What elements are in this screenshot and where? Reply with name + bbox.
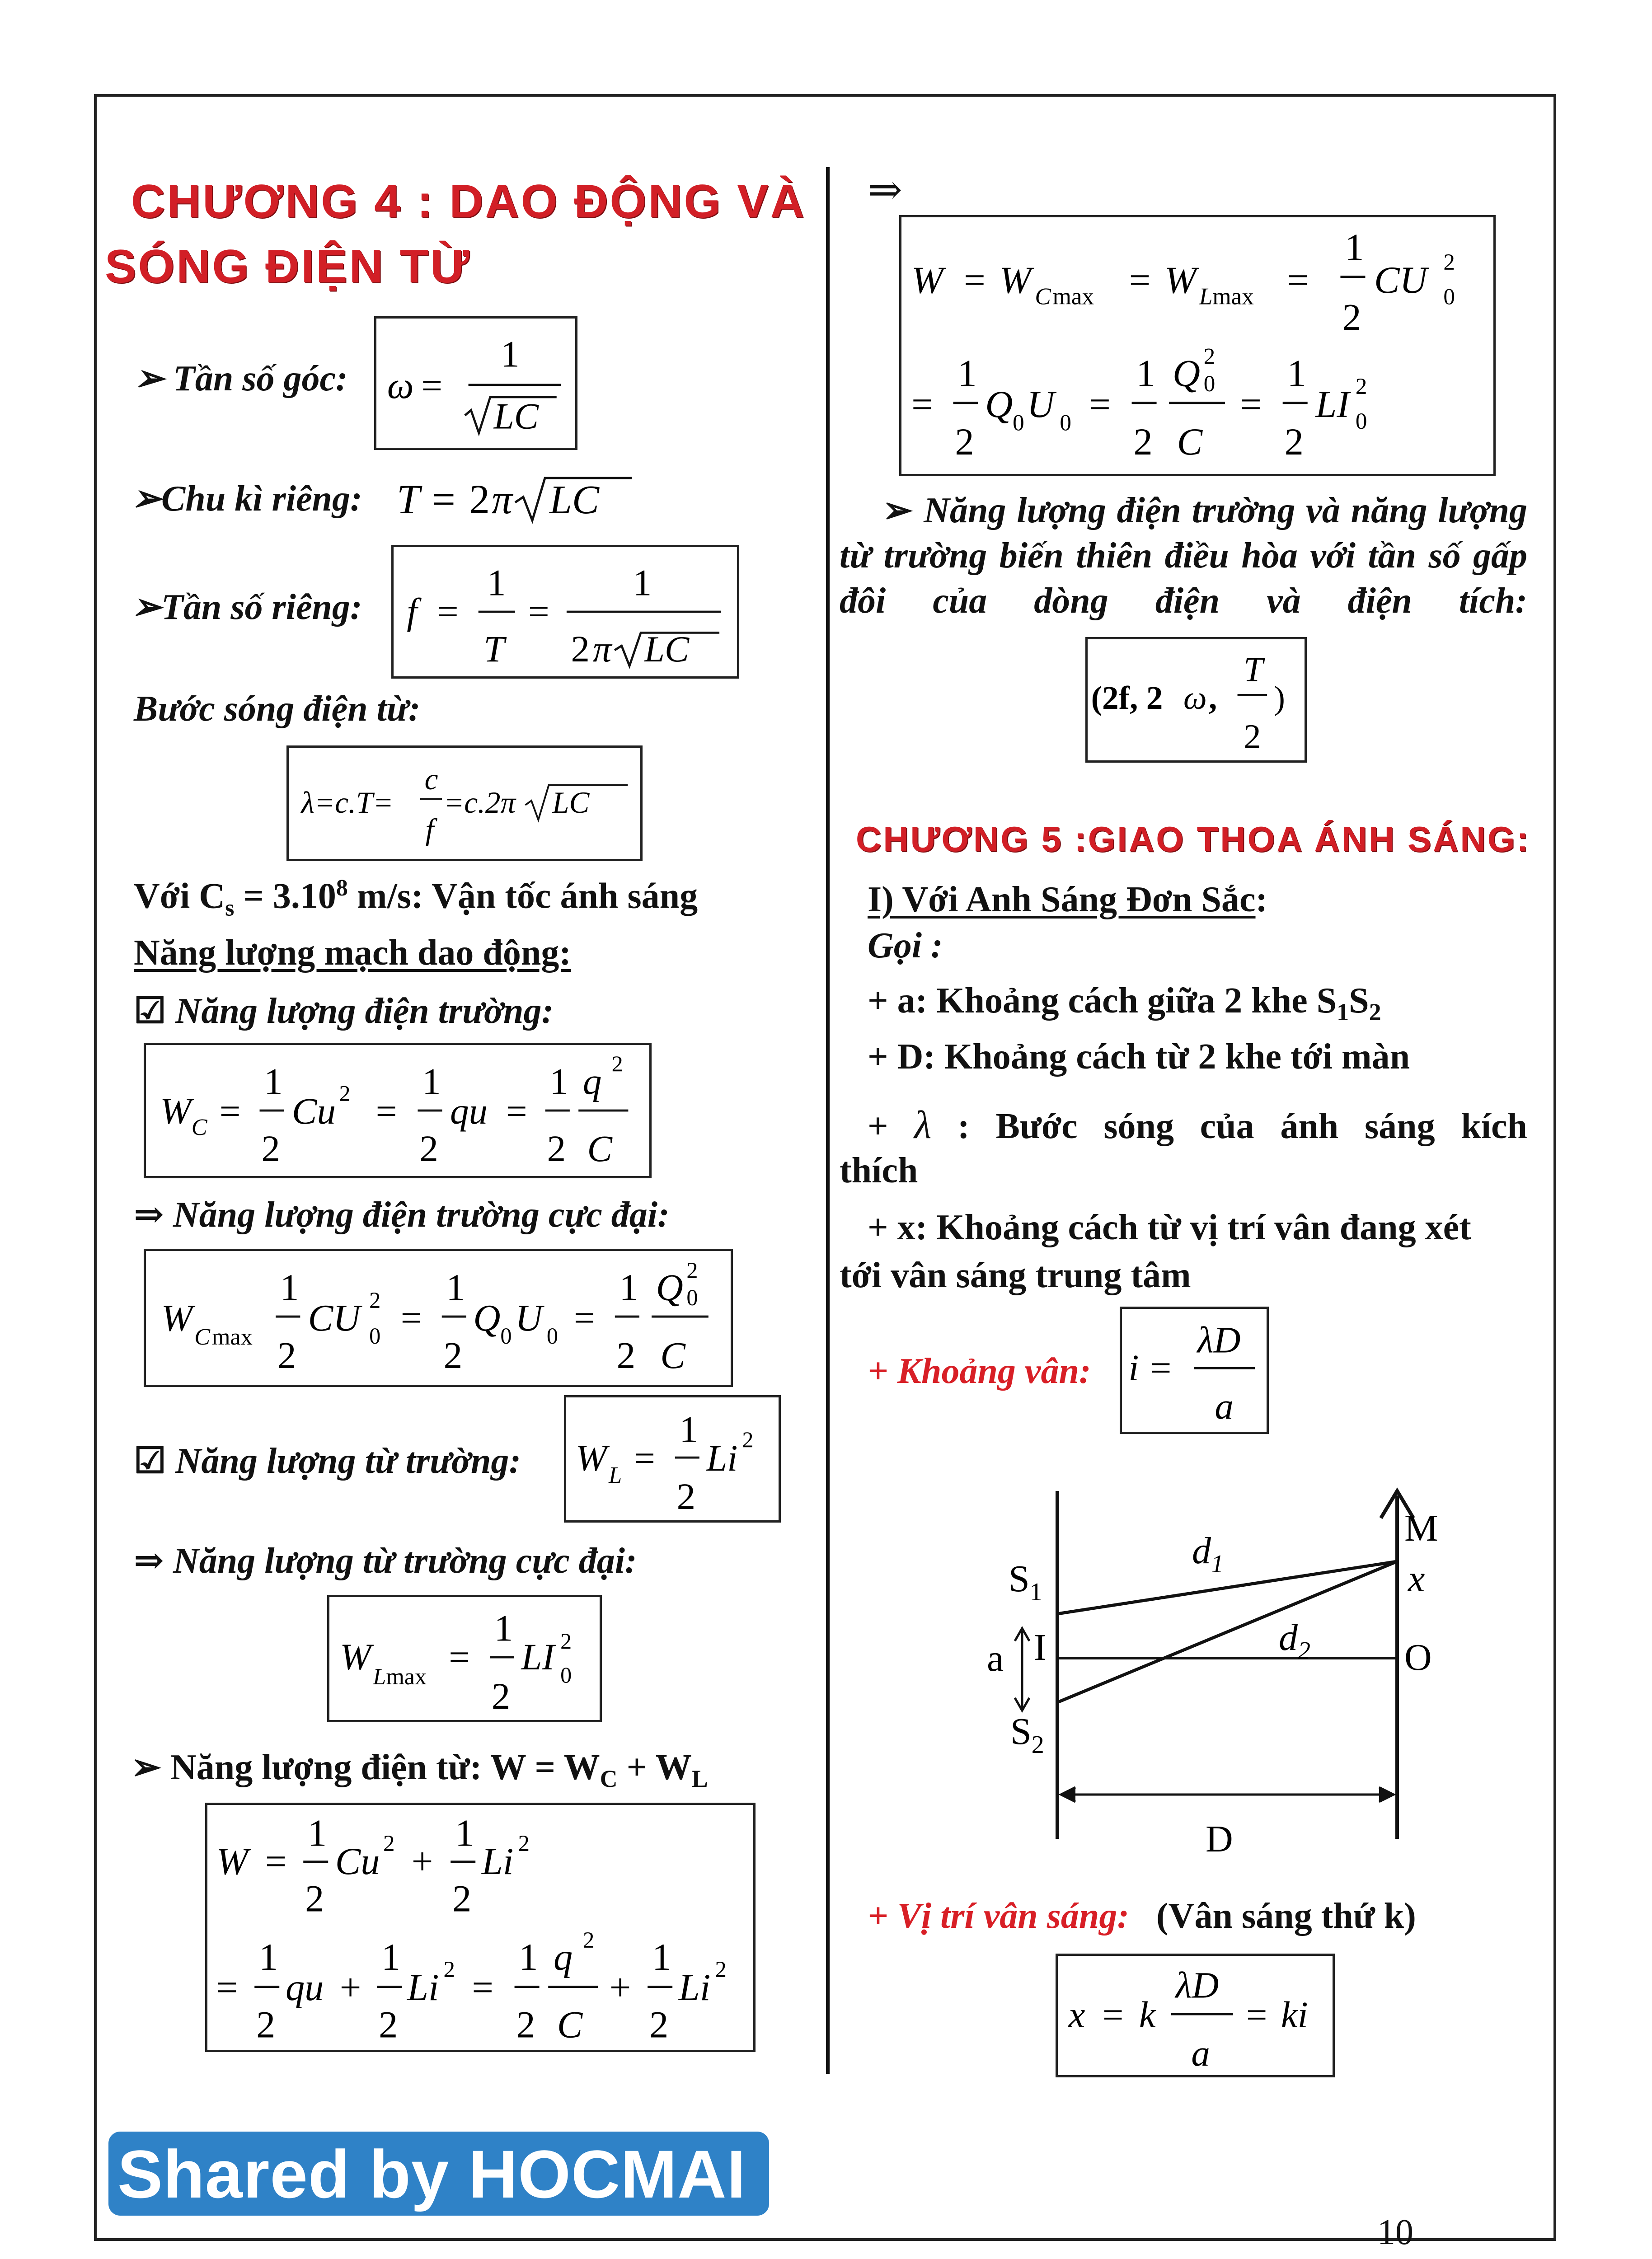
svg-text:2: 2 xyxy=(742,1426,754,1452)
svg-text:2: 2 xyxy=(379,2004,398,2046)
svg-text:f: f xyxy=(407,591,418,633)
svg-text:2: 2 xyxy=(1284,421,1304,463)
svg-text:=: = xyxy=(634,1437,655,1479)
label-d1: $d_1$ xyxy=(1192,1530,1224,1578)
svg-text:=: = xyxy=(216,1967,238,2009)
svg-text:=: = xyxy=(265,1841,287,1883)
svg-text:1: 1 xyxy=(519,1936,538,1979)
svg-text:=: = xyxy=(472,1967,493,2009)
label-d2: $d_2$ xyxy=(1279,1617,1310,1665)
svg-text:W: W xyxy=(340,1636,371,1678)
svg-text:W: W xyxy=(999,259,1032,302)
svg-text:=: = xyxy=(400,1297,422,1339)
svg-text:=: = xyxy=(437,591,459,633)
svg-text:LC: LC xyxy=(552,786,590,820)
svg-text:0: 0 xyxy=(546,1323,558,1349)
section-monochromatic: I) Với Anh Sáng Đơn Sắc: xyxy=(868,880,1268,919)
svg-text:LI: LI xyxy=(521,1636,555,1678)
svg-text:1: 1 xyxy=(455,1812,474,1855)
fringe-spacing-formula xyxy=(1120,1307,1269,1434)
svg-text:0: 0 xyxy=(1443,284,1455,310)
svg-text:2: 2 xyxy=(305,1878,324,1920)
svg-text:C: C xyxy=(660,1335,685,1377)
fringe-spacing-label: + Khoảng vân: xyxy=(868,1351,1091,1391)
svg-text:LC: LC xyxy=(549,478,600,522)
energy-note: ➢ Năng lượng điện trường và năng lượng từ trường biến thiên điều hòa với tần số gấp đôi của dòng điện và điện tích: xyxy=(840,491,1527,621)
svg-text:λD: λD xyxy=(1197,1319,1241,1361)
frequency-formula xyxy=(391,545,739,679)
wavelength-formula xyxy=(286,745,643,861)
svg-text:Q: Q xyxy=(656,1266,683,1308)
svg-text:=: = xyxy=(432,476,455,522)
svg-text:1: 1 xyxy=(633,562,652,604)
label-m: M xyxy=(1404,1507,1438,1549)
svg-text:(2f, 2: (2f, 2 xyxy=(1091,680,1163,717)
svg-text:Li: Li xyxy=(678,1967,711,2009)
svg-text:q: q xyxy=(582,1060,602,1102)
svg-text:2: 2 xyxy=(676,1475,696,1517)
svg-text:LC: LC xyxy=(493,396,539,437)
svg-text:0: 0 xyxy=(1013,410,1024,436)
implies-symbol: ⇒ xyxy=(868,167,903,213)
svg-text:a: a xyxy=(1191,2032,1210,2074)
bright-fringe-line: + Vị trí vân sáng: (Vân sáng thứ k) xyxy=(868,1896,1416,1936)
svg-text:max: max xyxy=(211,1324,253,1350)
angular-frequency-formula xyxy=(374,316,577,450)
wavelength-label: Bước sóng điện từ: xyxy=(134,689,421,729)
svg-text:λD: λD xyxy=(1175,1964,1219,2006)
svg-text:2: 2 xyxy=(518,1831,530,1857)
magnetic-energy-max-formula xyxy=(327,1595,602,1722)
svg-text:2: 2 xyxy=(1443,249,1455,275)
svg-text:2: 2 xyxy=(1244,717,1261,756)
svg-text:1: 1 xyxy=(446,1266,465,1308)
svg-text:2: 2 xyxy=(1133,421,1153,463)
label-i: I xyxy=(1034,1626,1047,1668)
svg-text:L: L xyxy=(373,1664,386,1690)
svg-text:=: = xyxy=(964,259,986,302)
svg-text:2: 2 xyxy=(571,628,590,670)
implies-arrow-icon: ⇒ xyxy=(134,1541,164,1581)
shared-by-badge: Shared by HOCMAI xyxy=(108,2132,769,2216)
svg-text:=: = xyxy=(1089,384,1111,426)
svg-text:1: 1 xyxy=(1345,226,1364,269)
svg-text:L: L xyxy=(609,1462,622,1489)
definition-a: + a: Khoảng cách giữa 2 khe $S_1S_2$ xyxy=(868,981,1381,1026)
angular-frequency-label: ➢ Tần số góc: xyxy=(134,359,348,398)
svg-text:): ) xyxy=(1274,680,1285,717)
svg-text:W: W xyxy=(161,1297,193,1339)
chapter-5-title: CHƯƠNG 5 :GIAO THOA ÁNH SÁNG: xyxy=(856,819,1530,859)
svg-text:+: + xyxy=(411,1841,433,1883)
svg-text:0: 0 xyxy=(369,1323,381,1349)
svg-text:2: 2 xyxy=(1355,374,1367,400)
svg-text:2: 2 xyxy=(582,1928,595,1954)
svg-text:λ=c.T=: λ=c.T= xyxy=(301,786,394,820)
svg-text:2: 2 xyxy=(256,2004,276,2046)
svg-text:x: x xyxy=(1068,1994,1085,2036)
svg-text:max: max xyxy=(386,1664,427,1690)
svg-text:2: 2 xyxy=(516,2004,535,2046)
electric-energy-formula xyxy=(144,1043,652,1178)
svg-text:+: + xyxy=(339,1967,361,2009)
svg-text:2: 2 xyxy=(369,1287,381,1313)
svg-text:2: 2 xyxy=(955,421,974,463)
svg-text:C: C xyxy=(1035,283,1051,310)
svg-text:=: = xyxy=(528,591,549,633)
svg-text:0: 0 xyxy=(560,1662,572,1688)
svg-text:T: T xyxy=(483,628,505,670)
svg-text:a: a xyxy=(1215,1385,1234,1427)
page-number: 10 xyxy=(1377,2212,1413,2252)
definition-lambda: + λ : Bước sóng của ánh sáng kích xyxy=(868,1103,1528,1147)
svg-text:=: = xyxy=(506,1090,527,1132)
svg-text:ω: ω xyxy=(387,364,414,406)
label-s2: $S_2$ xyxy=(1010,1711,1044,1759)
svg-text:1: 1 xyxy=(494,1607,513,1649)
svg-text:=: = xyxy=(219,1090,241,1132)
label-a: a xyxy=(987,1637,1004,1679)
svg-text:ω: ω xyxy=(1183,680,1207,717)
svg-text:qu: qu xyxy=(285,1967,324,2009)
svg-text:1: 1 xyxy=(679,1408,698,1450)
arrow-bullet-icon: ➢ xyxy=(131,587,162,627)
max-energy-formula xyxy=(899,215,1496,476)
em-energy-formula xyxy=(205,1803,756,2052)
double-slit-diagram xyxy=(985,1473,1509,1879)
arrow-bullet-icon: ➢ xyxy=(131,479,162,519)
svg-text:=: = xyxy=(573,1297,595,1339)
svg-text:2: 2 xyxy=(339,1080,351,1106)
svg-text:Cu: Cu xyxy=(292,1090,336,1132)
svg-text:2: 2 xyxy=(686,1257,698,1283)
svg-text:0: 0 xyxy=(500,1323,512,1349)
svg-text:2: 2 xyxy=(611,1051,623,1076)
definition-x: + x: Khoảng cách từ vị trí vân đang xét xyxy=(868,1208,1471,1247)
svg-text:2: 2 xyxy=(1203,343,1216,370)
svg-text:T: T xyxy=(1244,650,1263,689)
svg-text:2: 2 xyxy=(419,1128,438,1170)
svg-text:W: W xyxy=(1164,259,1197,302)
frequency-label: ➢Tần số riêng: xyxy=(131,587,362,627)
svg-text:=: = xyxy=(375,1090,397,1132)
svg-text:LC: LC xyxy=(644,629,690,670)
svg-text:π: π xyxy=(492,476,513,522)
period-formula xyxy=(397,465,650,529)
svg-text:2: 2 xyxy=(649,2004,669,2046)
svg-text:2: 2 xyxy=(469,476,490,522)
svg-text:f: f xyxy=(425,812,434,847)
svg-text:2: 2 xyxy=(547,1128,566,1170)
svg-text:=: = xyxy=(1150,1347,1172,1389)
svg-text:1: 1 xyxy=(308,1812,327,1855)
svg-text:=: = xyxy=(1102,1994,1124,2036)
ray-d1 xyxy=(1057,1561,1397,1614)
arrow-bullet-icon: ➢ xyxy=(134,359,164,398)
svg-text:2: 2 xyxy=(560,1628,572,1654)
svg-text:+: + xyxy=(609,1967,631,2009)
svg-text:ki: ki xyxy=(1281,1994,1308,2036)
definition-d: + D: Khoảng cách từ 2 khe tới màn xyxy=(868,1037,1410,1077)
svg-text:2: 2 xyxy=(277,1335,296,1377)
svg-text:max: max xyxy=(1212,283,1254,310)
svg-text:1: 1 xyxy=(501,333,520,375)
svg-text:2: 2 xyxy=(491,1675,511,1717)
svg-text:i: i xyxy=(1128,1347,1139,1389)
svg-text:1: 1 xyxy=(264,1060,283,1102)
checkbox-icon: ☑ xyxy=(134,991,166,1031)
svg-text:1: 1 xyxy=(549,1060,568,1102)
svg-text:L: L xyxy=(1199,283,1213,310)
svg-text:C: C xyxy=(1177,421,1203,463)
label-o: O xyxy=(1404,1636,1432,1678)
svg-text:Q: Q xyxy=(1172,352,1200,395)
svg-text:W: W xyxy=(575,1437,607,1479)
svg-text:0: 0 xyxy=(1355,408,1367,434)
arrow-bullet-icon: ➢ xyxy=(840,491,913,530)
svg-text:2: 2 xyxy=(261,1128,280,1170)
svg-text:1: 1 xyxy=(957,352,977,395)
svg-text:2: 2 xyxy=(443,1957,455,1982)
svg-text:C: C xyxy=(557,2004,583,2046)
speed-of-light-line: Với $C_s = 3.10^8$ m/s: Vận tốc ánh sáng xyxy=(134,875,698,921)
svg-text:1: 1 xyxy=(619,1266,638,1308)
em-energy-label: ➢ Năng lượng điện từ: $W = W_C + W_L$ xyxy=(131,1748,708,1792)
svg-text:W: W xyxy=(160,1090,192,1132)
svg-text:qu: qu xyxy=(450,1090,488,1132)
svg-text:0: 0 xyxy=(1203,371,1216,397)
svg-text:1: 1 xyxy=(280,1266,299,1308)
svg-text:=: = xyxy=(1129,259,1151,302)
svg-text:Li: Li xyxy=(481,1841,514,1883)
svg-text:CU: CU xyxy=(1374,259,1427,302)
svg-text:LI: LI xyxy=(1315,384,1350,426)
svg-text:Li: Li xyxy=(706,1437,738,1479)
svg-text:U: U xyxy=(1027,384,1055,426)
svg-text:=c.2π: =c.2π xyxy=(443,786,516,820)
svg-text:2: 2 xyxy=(616,1335,636,1377)
svg-text:k: k xyxy=(1139,1994,1156,2036)
label-s1: $S_1$ xyxy=(1009,1558,1042,1606)
svg-text:Q: Q xyxy=(985,384,1013,426)
magnetic-energy-label: ☑ Năng lượng từ trường: xyxy=(134,1441,521,1481)
svg-text:Q: Q xyxy=(473,1297,501,1339)
svg-text:CU: CU xyxy=(308,1297,361,1339)
svg-text:max: max xyxy=(1052,283,1094,310)
svg-text:C: C xyxy=(194,1324,211,1350)
svg-text:c: c xyxy=(424,762,438,797)
double-frequency-formula xyxy=(1085,637,1307,763)
svg-text:q: q xyxy=(554,1936,573,1979)
chapter-4-title-line1: CHƯƠNG 4 : DAO ĐỘNG VÀ xyxy=(131,175,806,228)
magnetic-energy-formula xyxy=(564,1395,781,1523)
arrow-bullet-icon: ➢ xyxy=(131,1748,162,1787)
electric-energy-label: ☑ Năng lượng điện trường: xyxy=(134,991,554,1031)
svg-text:π: π xyxy=(592,628,612,670)
svg-text:W: W xyxy=(216,1841,249,1883)
ray-d2 xyxy=(1057,1561,1397,1702)
svg-text:Li: Li xyxy=(407,1967,439,2009)
checkbox-icon: ☑ xyxy=(134,1441,166,1481)
period-label: ➢Chu kì riêng: xyxy=(131,479,362,519)
svg-text:=: = xyxy=(1240,384,1262,426)
svg-text:=: = xyxy=(911,384,933,426)
svg-text:=: = xyxy=(1287,259,1309,302)
svg-text:W: W xyxy=(911,259,943,302)
svg-text:=: = xyxy=(449,1636,470,1678)
svg-text:T: T xyxy=(397,476,420,522)
electric-energy-max-label: ⇒ Năng lượng điện trường cực đại: xyxy=(134,1195,670,1235)
implies-arrow-icon: ⇒ xyxy=(134,1195,164,1235)
svg-text:=: = xyxy=(1246,1994,1267,2036)
column-divider xyxy=(826,167,830,2074)
svg-text:0: 0 xyxy=(686,1284,698,1310)
circuit-energy-heading: Năng lượng mạch dao động: xyxy=(134,933,572,973)
svg-text:1: 1 xyxy=(652,1936,671,1979)
definition-lambda-cont: thích xyxy=(840,1151,918,1190)
svg-text:2: 2 xyxy=(383,1831,395,1857)
electric-energy-max-formula xyxy=(144,1249,733,1387)
svg-text:C: C xyxy=(587,1128,612,1170)
magnetic-energy-max-label: ⇒ Năng lượng từ trường cực đại: xyxy=(134,1541,637,1581)
svg-text:2: 2 xyxy=(452,1878,472,1920)
svg-text:=: = xyxy=(421,364,443,406)
goi-label: Gọi : xyxy=(868,926,943,965)
svg-text:1: 1 xyxy=(381,1936,401,1979)
svg-text:2: 2 xyxy=(715,1957,727,1982)
svg-text:0: 0 xyxy=(1060,410,1071,436)
svg-text:1: 1 xyxy=(422,1060,441,1102)
svg-text:1: 1 xyxy=(259,1936,278,1979)
svg-text:1: 1 xyxy=(487,562,506,604)
svg-text:C: C xyxy=(191,1114,207,1141)
definition-x-cont: tới vân sáng trung tâm xyxy=(840,1256,1191,1295)
svg-text:1: 1 xyxy=(1136,352,1155,395)
svg-text:,: , xyxy=(1208,680,1217,717)
label-x: x xyxy=(1408,1558,1425,1600)
svg-text:2: 2 xyxy=(443,1335,463,1377)
bright-fringe-formula xyxy=(1056,1954,1335,2077)
chapter-4-title-line2: SÓNG ĐIỆN TỪ xyxy=(105,240,471,293)
svg-text:1: 1 xyxy=(1287,352,1306,395)
label-distance-d: D xyxy=(1206,1818,1233,1860)
svg-text:U: U xyxy=(515,1297,543,1339)
svg-text:2: 2 xyxy=(1342,296,1361,339)
svg-text:Cu: Cu xyxy=(335,1841,380,1883)
